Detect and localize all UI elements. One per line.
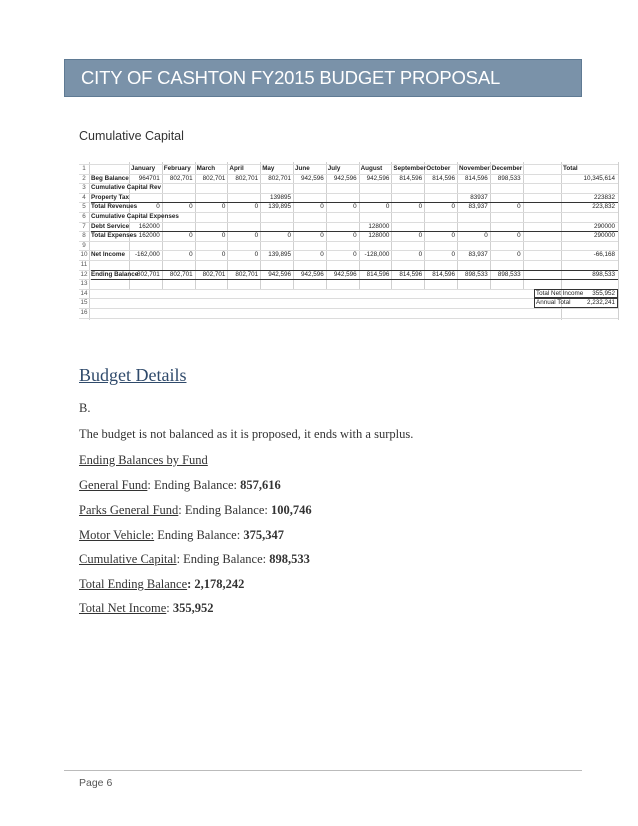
total-header: Total bbox=[563, 165, 578, 172]
table-cell: 814,596 bbox=[432, 270, 455, 278]
gridline bbox=[79, 260, 618, 261]
row-label: Cumulative Capital Expenses bbox=[91, 213, 179, 220]
table-cell: 128000 bbox=[368, 222, 390, 230]
total-revenues-rule bbox=[91, 202, 618, 203]
table-cell: 0 bbox=[418, 251, 423, 259]
total-separator: : bbox=[187, 577, 195, 591]
month-header: August bbox=[360, 165, 383, 172]
fund-separator: : bbox=[147, 478, 154, 492]
row-number: 8 bbox=[82, 232, 86, 240]
row-number: 4 bbox=[82, 193, 86, 201]
header-band bbox=[64, 59, 582, 97]
row-number: 1 bbox=[82, 165, 86, 172]
fund-value: 857,616 bbox=[240, 478, 281, 492]
table-cell: 0 bbox=[418, 203, 423, 211]
table-cell: 802,701 bbox=[137, 270, 160, 278]
row-number: 12 bbox=[80, 270, 88, 278]
table-cell: 802,701 bbox=[202, 270, 226, 278]
fund-name: Motor Vehicle: bbox=[79, 528, 155, 542]
spreadsheet-image bbox=[79, 162, 620, 336]
table-cell: 814,596 bbox=[432, 174, 455, 182]
total-net-income-line bbox=[79, 601, 214, 616]
total-cell: 290000 bbox=[593, 232, 615, 240]
table-cell: 139,895 bbox=[268, 203, 291, 211]
table-cell: 814,596 bbox=[465, 174, 488, 182]
fund-separator: : bbox=[178, 503, 185, 517]
table-cell: 0 bbox=[484, 232, 488, 240]
fund-line-parks bbox=[79, 503, 312, 518]
fund-line-cumulative-capital bbox=[79, 552, 310, 567]
table-cell: 802,701 bbox=[169, 270, 193, 278]
month-header: February bbox=[163, 165, 191, 172]
row-number: 3 bbox=[82, 184, 86, 192]
table-cell: 898,533 bbox=[497, 174, 521, 182]
total-separator: : bbox=[166, 601, 173, 615]
page-header-title: CITY OF CASHTON FY2015 BUDGET PROPOSAL bbox=[81, 67, 501, 88]
total-cell: 223,832 bbox=[592, 203, 615, 211]
gridline bbox=[79, 318, 618, 319]
row-label: Net Income bbox=[91, 251, 125, 259]
total-value: 2,178,242 bbox=[194, 577, 245, 591]
summary-label: Annual Total bbox=[536, 299, 571, 307]
table-cell: 942,596 bbox=[333, 174, 357, 182]
table-cell: 0 bbox=[517, 232, 521, 240]
table-cell: 964701 bbox=[138, 174, 160, 182]
table-cell: 128000 bbox=[368, 232, 390, 240]
table-cell: 942,596 bbox=[333, 270, 357, 278]
table-cell: 0 bbox=[353, 251, 357, 259]
footer-rule bbox=[64, 770, 582, 771]
total-cell: 290000 bbox=[593, 222, 615, 230]
row-number: 11 bbox=[80, 261, 88, 268]
fund-label: Ending Balance: bbox=[184, 503, 271, 517]
table-cell: 0 bbox=[517, 251, 521, 259]
table-cell: 942,596 bbox=[301, 270, 324, 278]
table-cell: 0 bbox=[189, 232, 193, 240]
table-cell: 83937 bbox=[470, 193, 488, 201]
table-cell: 942,596 bbox=[268, 270, 291, 278]
fund-label: Ending Balance: bbox=[154, 478, 241, 492]
fund-line-general bbox=[79, 478, 281, 493]
table-cell: 83,937 bbox=[468, 203, 488, 211]
total-ending-balance-line bbox=[79, 577, 244, 592]
total-name: Total Net Income bbox=[79, 601, 167, 615]
table-cell: 802,701 bbox=[268, 174, 291, 182]
net-income-rule bbox=[91, 270, 618, 271]
table-cell: 0 bbox=[287, 232, 291, 240]
row-label: Debt Service bbox=[91, 222, 130, 230]
row-number: 14 bbox=[80, 289, 88, 297]
table-cell: 942,596 bbox=[301, 174, 324, 182]
row-number: 13 bbox=[80, 280, 88, 288]
total-expenses-rule bbox=[91, 231, 618, 232]
table-cell: 0 bbox=[517, 203, 521, 211]
total-cell: 898,533 bbox=[592, 270, 615, 278]
fund-name: Parks General Fund bbox=[79, 503, 179, 517]
month-header: September bbox=[393, 165, 426, 172]
table-cell: -128,000 bbox=[364, 251, 390, 259]
month-header: October bbox=[426, 165, 451, 172]
month-header: July bbox=[327, 165, 341, 172]
row-label: Cumulative Capital Rev bbox=[91, 184, 161, 192]
table-cell: 0 bbox=[221, 232, 226, 240]
table-cell: 162000 bbox=[138, 222, 160, 230]
fund-name: Cumulative Capital bbox=[79, 552, 177, 566]
fund-label: Ending Balance: bbox=[157, 528, 244, 542]
total-name: Total Ending Balance bbox=[79, 577, 188, 591]
table-cell: 0 bbox=[320, 232, 324, 240]
table-cell: 162000 bbox=[138, 232, 160, 240]
row-number: 2 bbox=[82, 174, 86, 182]
table-cell: 0 bbox=[254, 251, 259, 259]
gridline bbox=[79, 241, 618, 242]
table-cell: 139,895 bbox=[268, 251, 291, 259]
table-cell: 814,596 bbox=[366, 270, 390, 278]
table-cell: 0 bbox=[254, 232, 259, 240]
row-label: Beg Balance bbox=[91, 174, 129, 182]
table-cell: 0 bbox=[221, 203, 226, 211]
section-subtitle: Cumulative Capital bbox=[79, 129, 184, 143]
gridline bbox=[618, 162, 619, 320]
row-number: 16 bbox=[80, 309, 88, 316]
budget-details-title: Budget Details bbox=[79, 365, 187, 385]
page-number: Page 6 bbox=[79, 777, 113, 789]
budget-statement: The budget is not balanced as it is proposed, it ends with a surplus. bbox=[79, 427, 414, 441]
table-cell: 898,533 bbox=[497, 270, 521, 278]
row-label: Total Revenues bbox=[91, 203, 138, 211]
summary-label: Total Net Income bbox=[536, 289, 584, 297]
table-cell: 802,701 bbox=[169, 174, 193, 182]
summary-value: 2,232,241 bbox=[586, 299, 615, 307]
month-header: June bbox=[295, 165, 310, 172]
fund-name: General Fund bbox=[79, 478, 148, 492]
item-letter: B. bbox=[79, 401, 91, 415]
month-header: March bbox=[196, 165, 216, 172]
table-cell: 898,533 bbox=[465, 270, 488, 278]
table-cell: 802,701 bbox=[202, 174, 226, 182]
ending-balance-rule bbox=[91, 279, 618, 280]
table-cell: 802,701 bbox=[235, 270, 259, 278]
row-number: 9 bbox=[82, 241, 86, 249]
table-cell: 0 bbox=[353, 232, 357, 240]
table-cell: 0 bbox=[451, 251, 455, 259]
row-number: 15 bbox=[80, 299, 88, 307]
row-label: Property Tax bbox=[91, 193, 130, 201]
fund-value: 100,746 bbox=[271, 503, 312, 517]
month-header: April bbox=[229, 165, 244, 172]
total-cell: 10,345,614 bbox=[583, 174, 615, 182]
fund-separator: : bbox=[176, 552, 184, 566]
row-number: 5 bbox=[82, 203, 86, 211]
row-number: 7 bbox=[82, 222, 86, 230]
table-cell: 0 bbox=[189, 203, 193, 211]
month-header: December bbox=[491, 165, 523, 172]
table-cell: 814,596 bbox=[399, 270, 423, 278]
table-cell: 0 bbox=[385, 203, 390, 211]
fund-heading: Ending Balances by Fund bbox=[79, 453, 208, 467]
fund-line-motor-vehicle bbox=[79, 528, 284, 543]
fund-value: 375,347 bbox=[243, 528, 284, 542]
gridline bbox=[79, 193, 618, 194]
table-cell: 814,596 bbox=[399, 174, 423, 182]
row-label: Ending Balance bbox=[91, 270, 139, 278]
row-label: Total Expenses bbox=[91, 232, 137, 240]
table-cell: 0 bbox=[156, 203, 160, 211]
row-number: 6 bbox=[82, 213, 86, 220]
total-cell: -66,168 bbox=[593, 251, 615, 259]
month-header: January bbox=[131, 165, 156, 172]
table-cell: 0 bbox=[320, 251, 324, 259]
fund-label: Ending Balance: bbox=[183, 552, 270, 566]
table-cell: 0 bbox=[451, 232, 455, 240]
gridline bbox=[79, 308, 618, 309]
table-cell: 0 bbox=[353, 203, 357, 211]
table-cell: 0 bbox=[221, 251, 226, 259]
month-header: November bbox=[459, 165, 490, 172]
table-cell: 0 bbox=[189, 251, 193, 259]
total-cell: 223832 bbox=[593, 193, 615, 201]
row-number: 10 bbox=[80, 251, 88, 259]
total-value: 355,952 bbox=[172, 601, 214, 615]
table-cell: 0 bbox=[451, 203, 455, 211]
table-cell: 942,596 bbox=[366, 174, 390, 182]
table-cell: 0 bbox=[254, 203, 259, 211]
table-cell: 0 bbox=[418, 232, 423, 240]
table-cell: 83,937 bbox=[468, 251, 488, 259]
table-cell: -162,000 bbox=[134, 251, 160, 259]
fund-value: 898,533 bbox=[269, 552, 310, 566]
table-cell: 139895 bbox=[269, 193, 291, 201]
table-cell: 0 bbox=[320, 203, 324, 211]
table-cell: 802,701 bbox=[235, 174, 259, 182]
month-header: May bbox=[262, 165, 275, 172]
summary-value: 355,952 bbox=[592, 289, 615, 297]
